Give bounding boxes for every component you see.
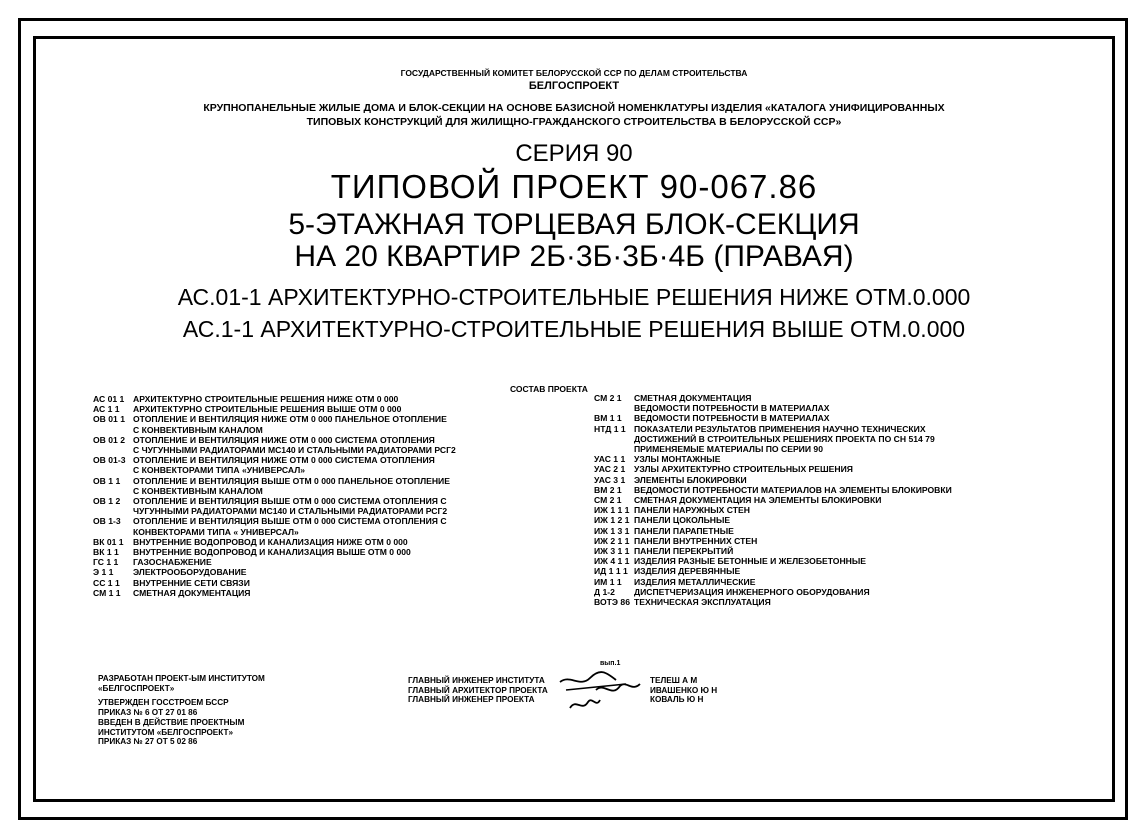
composition-item-code: УАС 1 1 [594, 454, 626, 465]
composition-item [93, 414, 456, 424]
role-chief-architect: ГЛАВНЫЙ АРХИТЕКТОР ПРОЕКТА [408, 685, 548, 695]
composition-item-text: С КОНВЕКТИВНЫМ КАНАЛОМ [133, 424, 263, 435]
composition-item-text: ПРИМЕНЯЕМЫЕ МАТЕРИАЛЫ ПО СЕРИИ 90 [634, 444, 823, 455]
composition-item-text: ВНУТРЕННИЕ ВОДОПРОВОД И КАНАЛИЗАЦИЯ ВЫШЕ ОТМ 0 000 [133, 547, 411, 558]
composition-item-code: ИЖ 1 3 1 [594, 525, 630, 536]
composition-item-code: СМ 2 1 [594, 495, 622, 506]
composition-item [93, 455, 456, 465]
composition-item [594, 393, 952, 403]
name-chief-engineer-project: КОВАЛЬ Ю Н [650, 695, 704, 705]
project-number: ТИПОВОЙ ПРОЕКТ 90-067.86 [330, 168, 818, 205]
signature-marks [556, 668, 650, 716]
composition-item-text: ПАНЕЛИ НАРУЖНЫХ СТЕН [634, 505, 750, 516]
role-chief-engineer-project: ГЛАВНЫЙ ИНЖЕНЕР ПРОЕКТА [408, 695, 535, 705]
composition-item-code [93, 527, 133, 537]
composition-item-text: С КОНВЕКТИВНЫМ КАНАЛОМ [133, 485, 263, 496]
composition-item-text: ОТОПЛЕНИЕ И ВЕНТИЛЯЦИЯ ВЫШЕ ОТМ 0 000 ПАНЕЛЬНОЕ ОТОПЛЕНИЕ [133, 475, 450, 486]
composition-item-text: ПОКАЗАТЕЛИ РЕЗУЛЬТАТОВ ПРИМЕНЕНИЯ НАУЧНО ТЕХНИЧЕСКИХ [634, 423, 926, 434]
composition-item-text: ЭЛЕКТРООБОРУДОВАНИЕ [133, 567, 247, 578]
composition-item-code: ВМ 2 1 [594, 484, 622, 495]
composition-item [93, 537, 456, 547]
composition-item-text: ТЕХНИЧЕСКАЯ ЭКСПЛУАТАЦИЯ [634, 597, 771, 608]
composition-item [594, 444, 952, 454]
enacted-by: ВВЕДЕН В ДЕЙСТВИЕ ПРОЕКТНЫМ ИНСТИТУТОМ «БЕЛГОСПРОЕКТ» ПРИКАЗ № 27 ОТ 5 02 86 [98, 718, 245, 747]
composition-item-code: ИЖ 4 1 1 [594, 556, 630, 567]
composition-item-text: ИЗДЕЛИЯ РАЗНЫЕ БЕТОННЫЕ И ЖЕЛЕЗОБЕТОННЫЕ [634, 556, 867, 567]
composition-item-code: НТД 1 1 [594, 423, 626, 434]
composition-item-code: ВОТЭ 86 [594, 597, 630, 608]
composition-item-code: ОВ 1-3 [93, 516, 121, 527]
name-chief-architect: ИВАШЕНКО Ю Н [650, 685, 718, 695]
composition-item [594, 403, 952, 413]
composition-item-text: ПАНЕЛИ ВНУТРЕННИХ СТЕН [634, 535, 758, 546]
composition-item [93, 588, 456, 598]
composition-item [594, 464, 952, 474]
composition-item [594, 556, 952, 566]
composition-item [93, 465, 456, 475]
composition-item [594, 454, 952, 464]
description-line-1: КРУПНОПАНЕЛЬНЫЕ ЖИЛЫЕ ДОМА И БЛОК-СЕКЦИИ НА ОСНОВЕ БАЗИСНОЙ НОМЕНКЛАТУРЫ ИЗДЕЛИЯ «КАТАЛОГА УНИФИЦИРОВАННЫХ [203, 102, 945, 114]
composition-item-code: СС 1 1 [93, 577, 120, 588]
composition-item-code [93, 425, 133, 435]
signoff-roles [408, 676, 548, 705]
composition-item-code: ИД 1 1 1 [594, 566, 628, 577]
composition-item-code [594, 434, 634, 444]
composition-item-text: ЧУГУННЫМИ РАДИАТОРАМИ МС140 И СТАЛЬНЫМИ РАДИАТОРАМИ РСГ2 [133, 506, 448, 517]
composition-item-text: ОТОПЛЕНИЕ И ВЕНТИЛЯЦИЯ НИЖЕ ОТМ 0 000 СИСТЕМА ОТОПЛЕНИЯ [133, 434, 435, 445]
composition-item-code: ИМ 1 1 [594, 576, 622, 587]
composition-item-code: ИЖ 1 1 1 [594, 505, 630, 516]
composition-item-text: СМЕТНАЯ ДОКУМЕНТАЦИЯ НА ЭЛЕМЕНТЫ БЛОКИРОВКИ [634, 495, 882, 506]
composition-item-text: ОТОПЛЕНИЕ И ВЕНТИЛЯЦИЯ ВЫШЕ ОТМ 0 000 СИСТЕМА ОТОПЛЕНИЯ С [133, 516, 447, 527]
composition-item-text: ВЕДОМОСТИ ПОТРЕБНОСТИ В МАТЕРИАЛАХ [634, 413, 830, 424]
composition-item [594, 413, 952, 423]
composition-item-text: КОНВЕКТОРАМИ ТИПА « УНИВЕРСАЛ» [133, 526, 299, 537]
composition-item-text: ОТОПЛЕНИЕ И ВЕНТИЛЯЦИЯ НИЖЕ ОТМ 0 000 ПАНЕЛЬНОЕ ОТОПЛЕНИЕ [133, 414, 447, 425]
composition-item [93, 404, 456, 414]
composition-item [594, 566, 952, 576]
composition-item-text: УЗЛЫ МОНТАЖНЫЕ [634, 454, 721, 465]
composition-item-code [594, 403, 634, 413]
composition-item-text: ПАНЕЛИ ПЕРЕКРЫТИЙ [634, 546, 734, 557]
composition-item [594, 536, 952, 546]
composition-item [93, 567, 456, 577]
composition-item-text: СМЕТНАЯ ДОКУМЕНТАЦИЯ [133, 587, 251, 598]
composition-item [93, 496, 456, 506]
composition-item [594, 597, 952, 607]
composition-item-code: Э 1 1 [93, 567, 114, 578]
composition-item [93, 527, 456, 537]
composition-item [93, 445, 456, 455]
composition-item-text: ГАЗОСНАБЖЕНИЕ [133, 557, 212, 568]
composition-item [93, 435, 456, 445]
composition-item-code: ВМ 1 1 [594, 413, 622, 424]
composition-item [594, 434, 952, 444]
role-chief-engineer-institute: ГЛАВНЫЙ ИНЖЕНЕР ИНСТИТУТА [408, 676, 545, 685]
album-line-1: АС.01-1 АРХИТЕКТУРНО-СТРОИТЕЛЬНЫЕ РЕШЕНИЯ НИЖЕ ОТМ.0.000 [177, 284, 971, 310]
composition-item-text: С КОНВЕКТОРАМИ ТИПА «УНИВЕРСАЛ» [133, 465, 306, 476]
title-line-2: НА 20 КВАРТИР 2Б·3Б·3Б·4Б (ПРАВАЯ) [294, 240, 854, 273]
composition-item-code: ИЖ 2 1 1 [594, 535, 630, 546]
composition-item-text: ИЗДЕЛИЯ МЕТАЛЛИЧЕСКИЕ [634, 576, 756, 587]
composition-item-code [93, 506, 133, 516]
composition-item-code: ИЖ 3 1 1 [594, 546, 630, 557]
composition-item-code: ОВ 01 1 [93, 414, 126, 425]
composition-extra-code: вып.1 [600, 660, 621, 667]
composition-item-code [93, 486, 133, 496]
album-line-2: АС.1-1 АРХИТЕКТУРНО-СТРОИТЕЛЬНЫЕ РЕШЕНИЯ ВЫШЕ ОТМ.0.000 [182, 316, 966, 342]
composition-item-code: ОВ 1 1 [93, 475, 121, 486]
composition-item-text: ДИСПЕТЧЕРИЗАЦИЯ ИНЖЕНЕРНОГО ОБОРУДОВАНИЯ [634, 586, 870, 597]
composition-item-code: СМ 2 1 [594, 393, 622, 403]
composition-item [594, 475, 952, 485]
composition-item [93, 394, 456, 404]
composition-right-list [594, 393, 952, 607]
composition-item-code: ВК 01 1 [93, 536, 124, 547]
composition-left-list [93, 394, 456, 598]
description-line-2: ТИПОВЫХ КОНСТРУКЦИЙ ДЛЯ ЖИЛИЩНО-ГРАЖДАНСКОГО СТРОИТЕЛЬСТВА В БЕЛОРУССКОЙ ССР» [306, 116, 842, 128]
signoff-names [650, 676, 717, 705]
composition-item [93, 557, 456, 567]
title-line-1: 5-ЭТАЖНАЯ ТОРЦЕВАЯ БЛОК-СЕКЦИЯ [288, 208, 860, 241]
approved-by: УТВЕРЖДЕН ГОССТРОЕМ БССР ПРИКАЗ № 6 ОТ 27 01 86 [98, 698, 229, 717]
composition-item-text: ОТОПЛЕНИЕ И ВЕНТИЛЯЦИЯ НИЖЕ ОТМ 0 000 СИСТЕМА ОТОПЛЕНИЯ [133, 455, 435, 466]
composition-item [594, 587, 952, 597]
composition-item [93, 547, 456, 557]
composition-item-text: ПАНЕЛИ ПАРАПЕТНЫЕ [634, 525, 734, 536]
composition-item-text: ДОСТИЖЕНИЙ В СТРОИТЕЛЬНЫХ РЕШЕНИЯХ ПРОЕКТА ПО СН 514 79 [634, 433, 935, 444]
composition-item-code [594, 444, 634, 454]
composition-item [594, 495, 952, 505]
committee-name: ГОСУДАРСТВЕННЫЙ КОМИТЕТ БЕЛОРУССКОЙ ССР ПО ДЕЛАМ СТРОИТЕЛЬСТВА [400, 68, 748, 78]
series-title: СЕРИЯ 90 [515, 140, 633, 167]
composition-item-code: УАС 2 1 [594, 464, 626, 475]
name-chief-engineer-institute: ТЕЛЕШ А М [650, 676, 698, 685]
composition-item-code [93, 465, 133, 475]
composition-item [93, 516, 456, 526]
institute-name: БЕЛГОСПРОЕКТ [528, 80, 620, 92]
composition-item [93, 506, 456, 516]
composition-item-text: ЭЛЕМЕНТЫ БЛОКИРОВКИ [634, 474, 747, 485]
composition-item [594, 485, 952, 495]
composition-item-code: Д 1-2 [594, 586, 615, 597]
composition-item-text: ОТОПЛЕНИЕ И ВЕНТИЛЯЦИЯ ВЫШЕ ОТМ 0 000 СИСТЕМА ОТОПЛЕНИЯ С [133, 496, 447, 507]
composition-item-text: С ЧУГУННЫМИ РАДИАТОРАМИ МС140 И СТАЛЬНЫМИ РАДИАТОРАМИ РСГ2 [133, 445, 456, 456]
composition-item-code: ГС 1 1 [93, 557, 119, 568]
composition-item [93, 486, 456, 496]
composition-item-text: АРХИТЕКТУРНО СТРОИТЕЛЬНЫЕ РЕШЕНИЯ НИЖЕ ОТМ 0 000 [133, 394, 399, 404]
composition-item-code [93, 445, 133, 455]
composition-item-text: ВНУТРЕННИЕ СЕТИ СВЯЗИ [133, 577, 250, 588]
composition-item [594, 505, 952, 515]
composition-item-code: УАС 3 1 [594, 474, 626, 485]
composition-item [93, 425, 456, 435]
composition-item-code: ВК 1 1 [93, 547, 119, 558]
composition-item [93, 578, 456, 588]
composition-item-code: ИЖ 1 2 1 [594, 515, 630, 526]
composition-item-text: ВНУТРЕННИЕ ВОДОПРОВОД И КАНАЛИЗАЦИЯ НИЖЕ ОТМ 0 000 [133, 536, 408, 547]
composition-item-text: АРХИТЕКТУРНО СТРОИТЕЛЬНЫЕ РЕШЕНИЯ ВЫШЕ ОТМ 0 000 [133, 404, 402, 415]
composition-item-code: ОВ 1 2 [93, 496, 121, 507]
composition-item-text: ИЗДЕЛИЯ ДЕРЕВЯННЫЕ [634, 566, 741, 577]
composition-item-text: ПАНЕЛИ ЦОКОЛЬНЫЕ [634, 515, 731, 526]
developed-by: РАЗРАБОТАН ПРОЕКТ-ЫМ ИНСТИТУТОМ «БЕЛГОСПРОЕКТ» [98, 674, 265, 693]
composition-item [594, 577, 952, 587]
composition-item-code: АС 01 1 [93, 394, 125, 404]
composition-item-code: ОВ 01 2 [93, 434, 126, 445]
composition-item [594, 526, 952, 536]
composition-item [594, 546, 952, 556]
composition-item [594, 515, 952, 525]
composition-item-text: ВЕДОМОСТИ ПОТРЕБНОСТИ В МАТЕРИАЛАХ [634, 403, 830, 414]
composition-item-code: ОВ 01-3 [93, 455, 126, 466]
composition-item [594, 424, 952, 434]
composition-item [93, 476, 456, 486]
composition-item-text: СМЕТНАЯ ДОКУМЕНТАЦИЯ [634, 393, 752, 403]
composition-item-code: АС 1 1 [93, 404, 120, 415]
composition-heading: СОСТАВ ПРОЕКТА [510, 384, 588, 394]
composition-item-text: ВЕДОМОСТИ ПОТРЕБНОСТИ МАТЕРИАЛОВ НА ЭЛЕМЕНТЫ БЛОКИРОВКИ [634, 484, 952, 495]
composition-item-text: УЗЛЫ АРХИТЕКТУРНО СТРОИТЕЛЬНЫХ РЕШЕНИЯ [634, 464, 853, 475]
composition-item-code: СМ 1 1 [93, 587, 121, 598]
